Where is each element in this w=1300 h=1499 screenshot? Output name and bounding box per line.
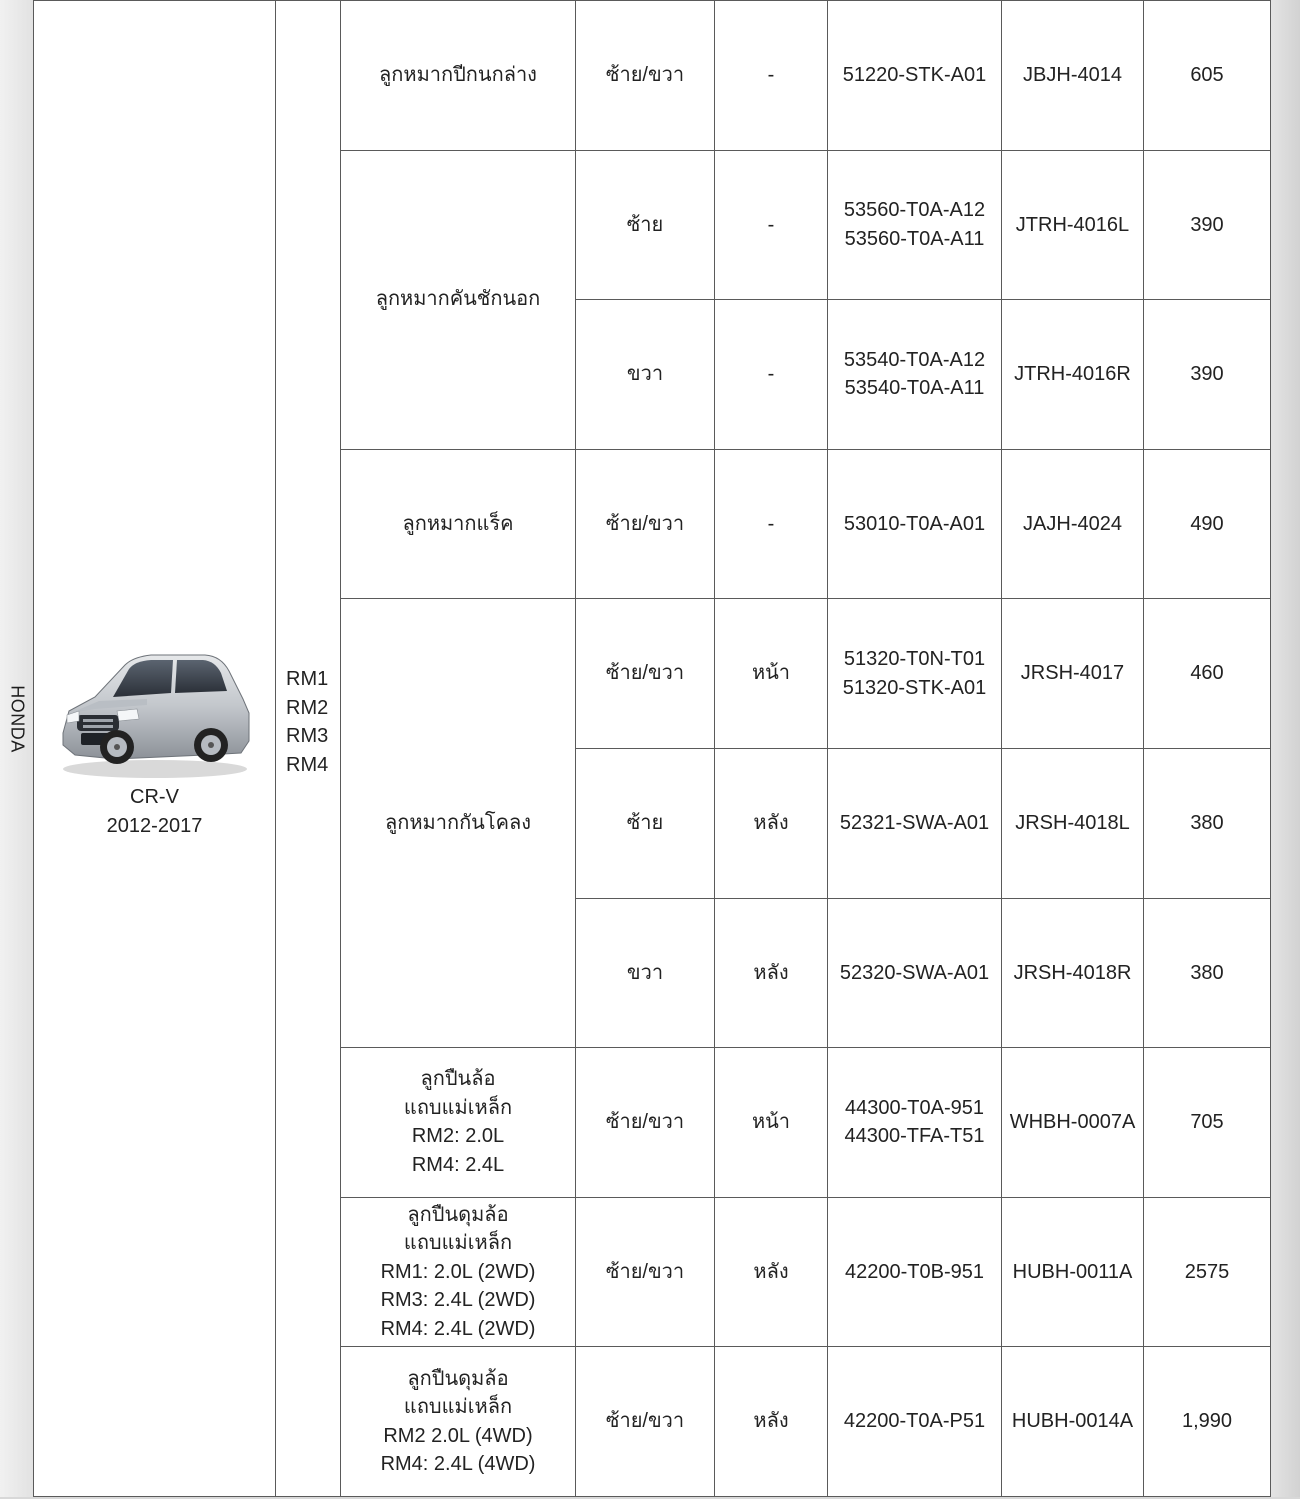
- part-code-cell: HUBH-0014A: [1002, 1347, 1144, 1497]
- oem-number: 44300-T0A-951: [845, 1096, 984, 1119]
- chassis-code: RM4: [286, 753, 329, 776]
- side-cell: ซ้าย/ขวา: [576, 1048, 715, 1198]
- oem-number: 53540-T0A-A12: [843, 348, 986, 371]
- table-row: [34, 1, 1271, 151]
- oem-number-cell: [828, 1048, 1002, 1198]
- price-cell: 380: [1144, 898, 1271, 1048]
- oem-number-cell: [828, 748, 1002, 898]
- price-cell: 380: [1144, 748, 1271, 898]
- vehicle-model-cell: [34, 1, 276, 1497]
- oem-number-cell: [828, 1347, 1002, 1497]
- price-cell: 460: [1144, 599, 1271, 749]
- chassis-code: RM3: [286, 725, 329, 747]
- oem-number-cell: [828, 599, 1002, 749]
- part-code-cell: WHBH-0007A: [1002, 1048, 1144, 1198]
- part-name-line: ลูกปืนล้อ: [420, 1068, 496, 1091]
- part-name-line: ลูกหมากคันชักนอก: [375, 288, 541, 311]
- part-name-cell: [341, 449, 576, 599]
- chassis-codes-cell: [276, 1, 341, 1497]
- part-name-cell: [341, 599, 576, 1048]
- part-name-cell: [341, 1048, 576, 1198]
- oem-number: 53010-T0A-A01: [843, 512, 986, 535]
- part-code-cell: HUBH-0011A: [1002, 1197, 1144, 1347]
- part-name-line: แถบแม่เหล็ก: [403, 1096, 513, 1119]
- price-cell: 2575: [1144, 1197, 1271, 1347]
- position-cell: หลัง: [715, 748, 828, 898]
- position-cell: -: [715, 150, 828, 300]
- part-name-line: RM4: 2.4L: [411, 1153, 505, 1176]
- part-name-line: ลูกหมากกันโคลง: [385, 812, 531, 835]
- price-cell: 705: [1144, 1048, 1271, 1198]
- oem-number-cell: [828, 1, 1002, 151]
- oem-number: 51320-STK-A01: [842, 676, 987, 699]
- position-cell: -: [715, 449, 828, 599]
- price-cell: 490: [1144, 449, 1271, 599]
- side-cell: ซ้าย/ขวา: [576, 449, 715, 599]
- oem-number: 53560-T0A-A12: [843, 199, 986, 222]
- oem-number-cell: [828, 300, 1002, 450]
- oem-number: 44300-TFA-T51: [844, 1125, 985, 1148]
- parts-table: [33, 0, 1271, 1497]
- part-name-cell: [341, 1197, 576, 1347]
- price-cell: 605: [1144, 1, 1271, 151]
- part-name-line: RM4: 2.4L (4WD): [380, 1453, 536, 1476]
- part-name-line: ลูกปืนดุมล้อ: [407, 1203, 509, 1226]
- oem-number-cell: [828, 449, 1002, 599]
- side-cell: ซ้าย/ขวา: [576, 1197, 715, 1347]
- side-cell: ขวา: [576, 898, 715, 1048]
- part-name-line: RM3: 2.4L (2WD): [380, 1289, 536, 1312]
- side-tab-strip: [0, 0, 33, 1499]
- oem-number: 51320-T0N-T01: [843, 648, 986, 671]
- side-cell: ซ้าย/ขวา: [576, 599, 715, 749]
- chassis-code: RM1: [286, 668, 329, 690]
- price-cell: 390: [1144, 300, 1271, 450]
- part-code-cell: JTRH-4016L: [1002, 150, 1144, 300]
- oem-number-cell: [828, 150, 1002, 300]
- oem-number-cell: [828, 1197, 1002, 1347]
- position-cell: -: [715, 300, 828, 450]
- part-code-cell: JTRH-4016R: [1002, 300, 1144, 450]
- side-cell: ซ้าย: [576, 150, 715, 300]
- oem-number: 53560-T0A-A11: [844, 227, 985, 250]
- part-code-cell: JRSH-4018R: [1002, 898, 1144, 1048]
- position-cell: หลัง: [715, 1197, 828, 1347]
- price-cell: 390: [1144, 150, 1271, 300]
- oem-number: 42200-T0A-P51: [843, 1410, 986, 1433]
- position-cell: -: [715, 1, 828, 151]
- position-cell: หลัง: [715, 898, 828, 1048]
- side-cell: ซ้าย/ขวา: [576, 1347, 715, 1497]
- position-cell: หน้า: [715, 599, 828, 749]
- part-code-cell: JAJH-4024: [1002, 449, 1144, 599]
- part-name-cell: [341, 1, 576, 151]
- side-cell: ซ้าย/ขวา: [576, 1, 715, 151]
- position-cell: หลัง: [715, 1347, 828, 1497]
- right-edge-strip: [1270, 0, 1300, 1499]
- part-name-line: RM2: 2.0L: [411, 1125, 505, 1148]
- vehicle-model-name: CR-V: [130, 786, 179, 808]
- oem-number: 53540-T0A-A11: [844, 377, 985, 400]
- vehicle-model-years: 2012-2017: [106, 815, 203, 837]
- part-name-line: RM2 2.0L (4WD): [383, 1424, 533, 1447]
- price-cell: 1,990: [1144, 1347, 1271, 1497]
- part-name-cell: [341, 1347, 576, 1497]
- oem-number: 52321-SWA-A01: [839, 812, 990, 835]
- part-name-line: RM1: 2.0L (2WD): [380, 1260, 536, 1283]
- chassis-code: RM2: [286, 696, 329, 719]
- part-code-cell: JRSH-4018L: [1002, 748, 1144, 898]
- oem-number: 42200-T0B-951: [845, 1260, 984, 1283]
- oem-number-cell: [828, 898, 1002, 1048]
- part-name-cell: [341, 150, 576, 449]
- oem-number: 51220-STK-A01: [842, 64, 987, 87]
- brand-side-label: HONDA: [7, 685, 28, 753]
- car-image: [55, 641, 255, 783]
- part-name-line: แถบแม่เหล็ก: [403, 1396, 513, 1419]
- part-code-cell: JBJH-4014: [1002, 1, 1144, 151]
- part-code-cell: JRSH-4017: [1002, 599, 1144, 749]
- part-name-line: ลูกปืนดุมล้อ: [407, 1367, 509, 1390]
- side-cell: ขวา: [576, 300, 715, 450]
- part-name-line: ลูกหมากปีกนกล่าง: [379, 64, 537, 87]
- part-name-line: แถบแม่เหล็ก: [403, 1232, 513, 1255]
- part-name-line: RM4: 2.4L (2WD): [380, 1317, 536, 1340]
- oem-number: 52320-SWA-A01: [839, 961, 990, 984]
- position-cell: หน้า: [715, 1048, 828, 1198]
- side-cell: ซ้าย: [576, 748, 715, 898]
- part-name-line: ลูกหมากแร็ค: [402, 512, 514, 535]
